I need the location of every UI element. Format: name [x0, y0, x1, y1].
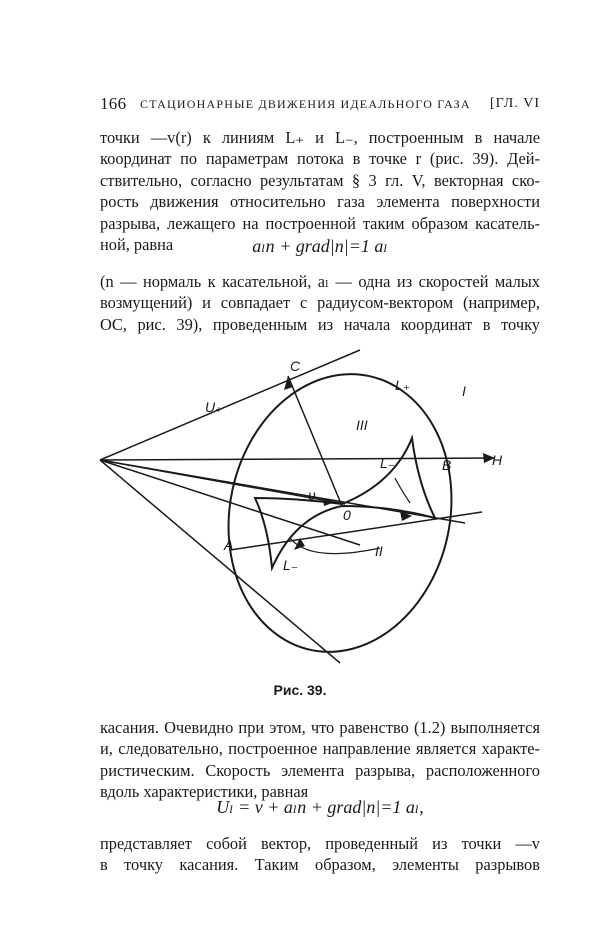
- label-a: A: [224, 537, 234, 553]
- text-line: ствительно, согласно результатам § 3 гл. V, векторная ско-: [100, 170, 540, 190]
- label-l-plus: L₊: [395, 377, 411, 393]
- text-line: и, следовательно, построенное направление является характе-: [100, 739, 540, 759]
- page-number: 166: [100, 94, 127, 113]
- text-line: рость движения относительно газа элемента поверхности: [100, 192, 540, 212]
- page-header: [100, 94, 540, 116]
- arrow-curve-iii: [395, 478, 410, 503]
- circle: [203, 353, 476, 668]
- text-line: касания. Очевидно при этом, что равенство (1.2) выполняется: [100, 718, 540, 737]
- text-line: точки —v(r) к линиям L₊ и L₋, построенным в начале: [100, 128, 540, 147]
- label-ii: II: [375, 543, 383, 559]
- label-u-plus: U₊: [205, 399, 223, 415]
- label-o: 0: [343, 507, 351, 523]
- label-l-minus-inner: L₋: [380, 455, 396, 471]
- paragraph-4: [100, 833, 540, 876]
- figure-39: [90, 338, 530, 668]
- label-l-minus-bottom: L₋: [283, 557, 299, 573]
- tangent-line-upper: [100, 350, 360, 460]
- chapter-reference: [ГЛ. VI: [490, 96, 540, 111]
- label-h: H: [492, 452, 503, 468]
- text-line: координат по параметрам потока в точке r (рис. 39). Дей-: [100, 149, 540, 169]
- ray-to-h: [100, 458, 495, 460]
- text-line: OC, рис. 39), проведенным из начала координат в точку: [100, 314, 540, 334]
- text-line: возмущений) и совпадает с радиусом-вектором (например,: [100, 293, 540, 313]
- figure-caption: Рис. 39.: [273, 682, 327, 698]
- text-line: вдоль характеристики, равная: [100, 782, 309, 802]
- text-line: ристическим. Скорость элемента разрыва, расположенного: [100, 760, 540, 780]
- characteristic-curve: [255, 438, 435, 568]
- running-title: СТАЦИОНАРНЫЕ ДВИЖЕНИЯ ИДЕАЛЬНОГО ГАЗА: [140, 97, 471, 111]
- text-line: ной, равна: [100, 234, 174, 254]
- text-line: разрыва, лежащего на построенной таким образом касатель-: [100, 213, 540, 233]
- text-line: (n — нормаль к касательной, aₗ — одна из скоростей малых: [100, 272, 540, 291]
- text-line: представляет собой вектор, проведенный из точки —v: [100, 834, 540, 853]
- paragraph-2: [100, 271, 540, 335]
- formula-1: aₗn + grad|n|=1 aₗ: [252, 236, 388, 256]
- label-b: B: [442, 457, 452, 473]
- label-iii: III: [356, 417, 368, 433]
- label-i: I: [462, 383, 466, 399]
- formula-2: Uₗ = v + aₗn + grad|n|=1 aₗ,: [216, 797, 424, 817]
- text-line: в точку касания. Таким образом, элементы разрывов: [100, 855, 540, 875]
- tangent-line-lower: [100, 460, 340, 663]
- paragraph-3: [100, 717, 540, 803]
- label-v: υ: [308, 487, 316, 503]
- label-c: C: [290, 358, 301, 374]
